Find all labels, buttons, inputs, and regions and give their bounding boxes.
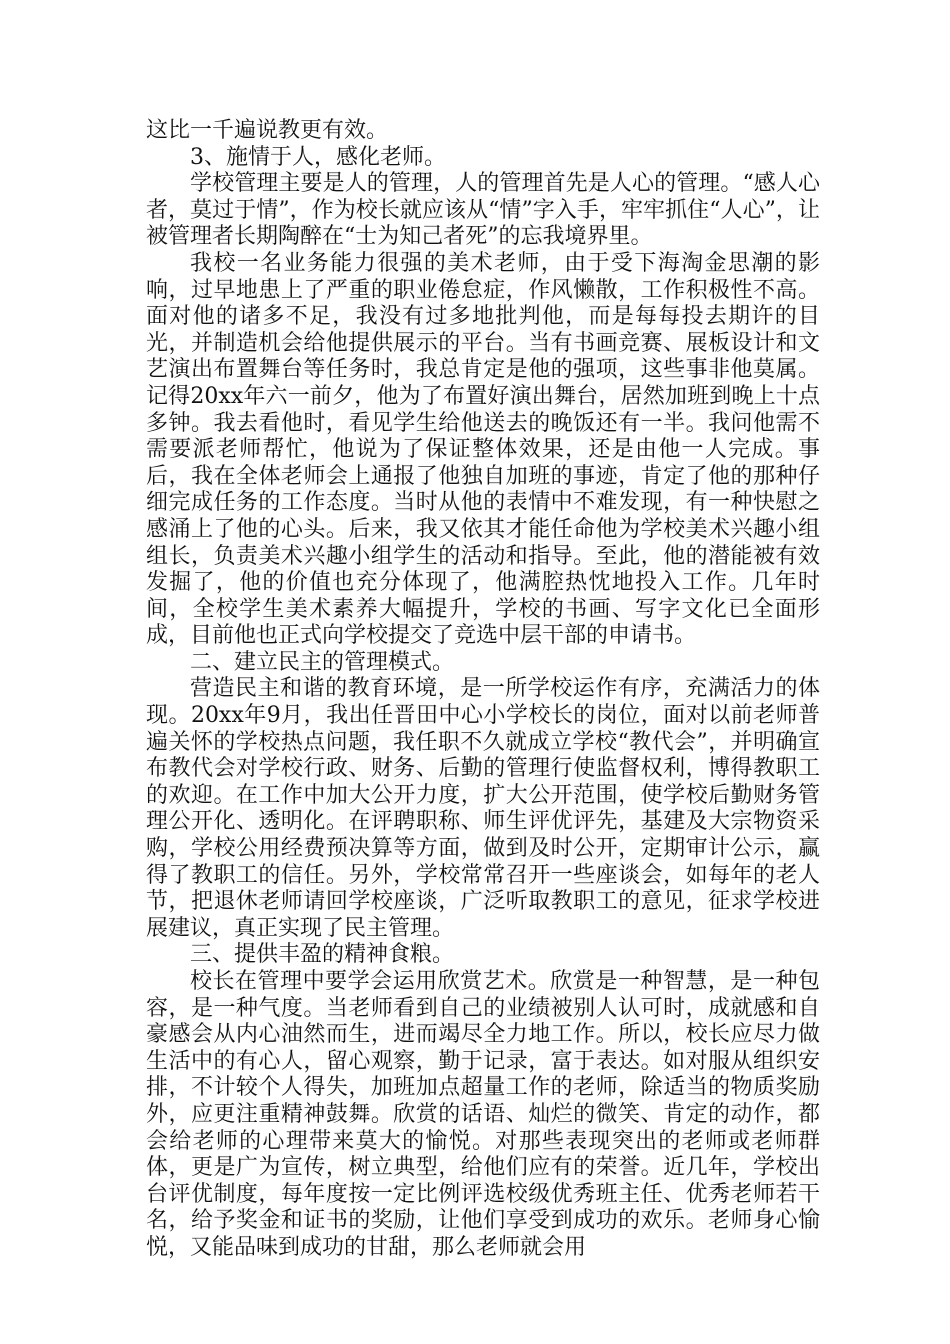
- heading-democratic-management: 二、建立民主的管理模式。: [190, 649, 455, 675]
- document-body: [146, 118, 820, 1262]
- paragraph-art-teacher-story: 我校一名业务能力很强的美术老师，由于受下海淘金思潮的影响，过早地患上了严重的职业倦怠症，作风懒散，工作积极性不高。面对他的诸多不足，我没有过多地批判他，而是每每投去期许的目光，并制造机会给他提供展示的平台。当有书画竞赛、展板设计和文艺演出布置舞台等任务时，我总肯定是他的强项，这些事非他莫属。记得20xx年六一前夕，他为了布置好演出舞台，居然加班到晚上十点多钟。我去看他时，看见学生给他送去的晚饭还有一半。我问他需不需要派老师帮忙，他说为了保证整体效果，还是由他一人完成。事后，我在全体老师会上通报了他独自加班的事迹，肯定了他的那种仔细完成任务的工作态度。当时从他的表情中不难发现，有一种快慰之感涌上了他的心头。后来，我又依其才能任命他为学校美术兴趣小组组长，负责美术兴趣小组学生的活动和指导。至此，他的潜能被有效发掘了，他的价值也充分体现了，他满腔热忱地投入工作。几年时间，全校学生美术素养大幅提升，学校的书画、写字文化已全面形成，目前他也正式向学校提交了竞选中层干部的申请书。: [146, 250, 820, 649]
- paragraph-continuation: 这比一千遍说教更有效。: [146, 118, 389, 143]
- subheading-care-teachers: 3、施情于人，感化老师。: [190, 144, 446, 170]
- heading-spiritual-nourishment: 三、提供丰盈的精神食粮。: [190, 942, 455, 968]
- paragraph-appreciation-art: 校长在管理中要学会运用欣赏艺术。欣赏是一种智慧，是一种包容，是一种气度。当老师看到自己的业绩被别人认可时，成就感和自豪感会从内心油然而生，进而竭尽全力地工作。所以，校长应尽力做生活中的有心人，留心观察，勤于记录，富于表达。如对服从组织安排，不计较个人得失，加班加点超量工作的老师，除适当的物质奖励外，应更注重精神鼓舞。欣赏的话语、灿烂的微笑、肯定的动作，都会给老师的心理带来莫大的愉悦。对那些表现突出的老师或老师群体，更是广为宣传，树立典型，给他们应有的荣誉。近几年，学校出台评优制度，每年度按一定比例评选校级优秀班主任、优秀老师若干名，给予奖金和证书的奖励，让他们享受到成功的欢乐。老师身心愉悦，又能品味到成功的甘甜，那么老师就会用: [146, 969, 820, 1260]
- paragraph-heart-management: 学校管理主要是人的管理，人的管理首先是人心的管理。“感人心者，莫过于情”，作为校长就应该从“情”字入手，牢牢抓住“人心”，让被管理者长期陶醉在“士为知己者死”的忘我境界里。: [146, 171, 820, 250]
- paragraph-democratic-environment: 营造民主和谐的教育环境，是一所学校运作有序，充满活力的体现。20xx年9月，我出任晋田中心小学校长的岗位，面对以前老师普遍关怀的学校热点问题，我任职不久就成立学校“教代会”，并明确宣布教代会对学校行政、财务、后勤的管理行使监督权利，博得教职工的欢迎。在工作中加大公开力度，扩大公开范围，使学校后勤财务管理公开化、透明化。在评聘职称、师生评优评先，基建及大宗物资采购，学校公用经费预决算等方面，做到及时公开，定期审计公示，赢得了教职工的信任。另外，学校常常召开一些座谈会，如每年的老人节，把退休老师请回学校座谈，广泛听取教职工的意见，征求学校进展建议，真正实现了民主管理。: [146, 676, 820, 941]
